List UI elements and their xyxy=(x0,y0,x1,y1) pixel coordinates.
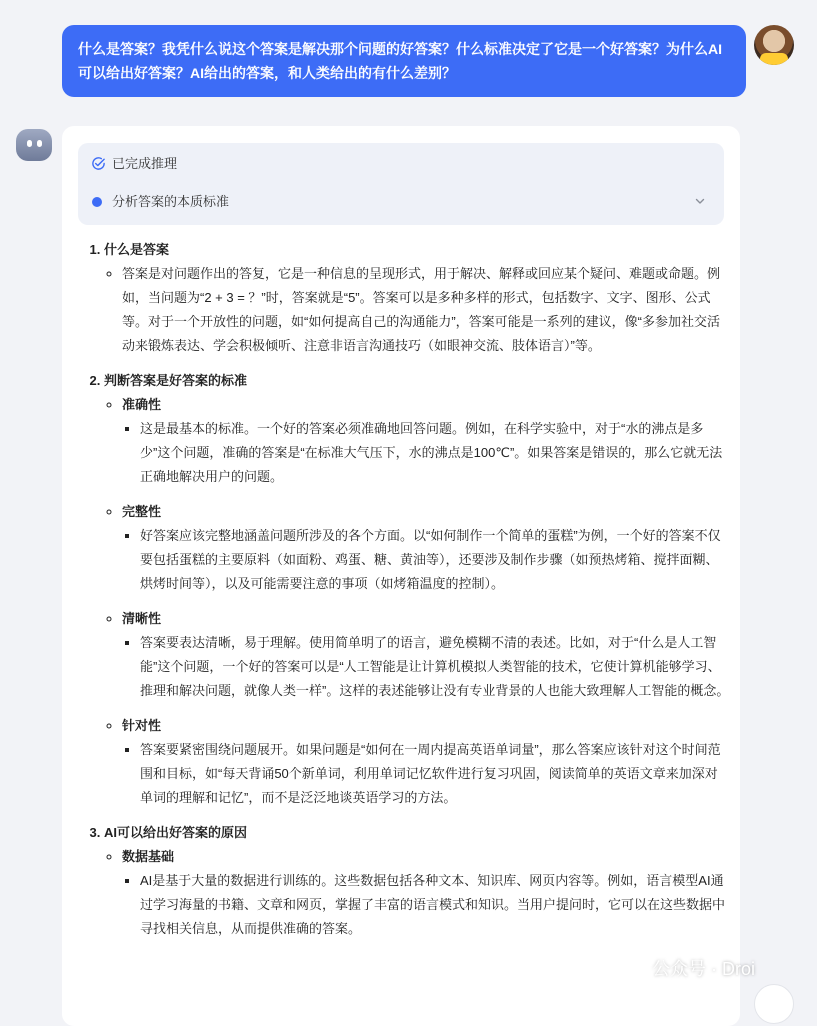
step-check-icon xyxy=(92,197,102,207)
scroll-button[interactable] xyxy=(754,984,794,1024)
criterion-name: 准确性 xyxy=(122,397,162,412)
criterion-text: ▪ 好答案应该完整地涵盖问题所涉及的各个方面。以“如何制作一个简单的蛋糕”为例，一个好的答案不仅要包括蛋糕的主要原料（如面粉、鸡蛋、糖、黄油等），还要涉及制作步骤（如预热烤箱、搅拌面糊、烘烤时间等），以及可能需要注意的事项（如烤箱温度的控制）。 xyxy=(140,524,730,596)
criterion-name: 数据基础 xyxy=(122,849,175,864)
criterion-text: ▪ AI是基于大量的数据进行训练的。这些数据包括各种文本、知识库、网页内容等。例如，语言模型AI通过学习海量的书籍、文章和网页，掌握了丰富的语言模式和知识。当用户提问时，它可以在这些数据中寻找相关信息，从而提供准确的答案。 xyxy=(140,869,730,941)
criterion-item xyxy=(122,845,730,941)
reasoning-panel[interactable] xyxy=(78,143,724,225)
criterion-item xyxy=(122,714,730,810)
criterion-text: ▪ 答案要紧密围绕问题展开。如果问题是“如何在一周内提高英语单词量”，那么答案应该针对这个时间范围和目标，如“每天背诵50个新单词，利用单词记忆软件进行复习巩固，阅读简单的英语文章来加深对单词的理解和记忆”，而不是泛泛地谈英语学习的方法。 xyxy=(140,738,730,810)
bot-eye-left xyxy=(27,140,32,147)
reasoning-step-label: 分析答案的本质标准 xyxy=(112,194,230,209)
answer-card xyxy=(62,126,740,1026)
section-title: 判断答案是好答案的标准 xyxy=(104,373,248,388)
criterion-name: 针对性 xyxy=(122,718,162,733)
reasoning-status xyxy=(91,155,177,173)
wechat-icon xyxy=(624,959,646,977)
bot-eye-right xyxy=(37,140,42,147)
section-title: AI可以给出好答案的原因 xyxy=(104,825,248,840)
section-title: 什么是答案 xyxy=(104,242,170,257)
watermark-text: 公众号 · Droi xyxy=(652,959,755,979)
criterion-name: 清晰性 xyxy=(122,611,162,626)
criterion-text: ▪ 这是最基本的标准。一个好的答案必须准确地回答问题。例如，在科学实验中，对于“水的沸点是多少”这个问题，准确的答案是“在标准大气压下，水的沸点是100℃”。如果答案是错误的，那么它就无法正确地解决用户的问题。 xyxy=(140,417,730,489)
reasoning-status-label: 已完成推理 xyxy=(112,156,178,171)
criterion-item xyxy=(122,500,730,596)
chevron-down-icon[interactable] xyxy=(694,195,706,207)
user-message-text: 什么是答案？我凭什么说这个答案是解决那个问题的好答案？什么标准决定了它是一个好答案？为什么AI可以给出好答案？AI给出的答案，和人类给出的有什么差别？ xyxy=(78,41,722,81)
criterion-text: ▪ 答案要表达清晰，易于理解。使用简单明了的语言，避免模糊不清的表述。比如，对于“什么是人工智能”这个问题，一个好的答案可以是“人工智能是让计算机模拟人类智能的技术，它使计算机能够学习、推理和解决问题，就像人类一样”。这样的表述能够让没有专业背景的人也能大致理解人工智能的概念。 xyxy=(140,631,730,703)
criterion-item xyxy=(122,607,730,703)
criterion-item xyxy=(122,393,730,489)
watermark xyxy=(624,955,755,981)
section-paragraph: ◦ 答案是对问题作出的答复，它是一种信息的呈现形式，用于解决、解释或回应某个疑问、难题或命题。例如，当问题为“2 + 3 = ？”时，答案就是“5”。答案可以是多种多样的形式，包括数字、文字、图形、公式等。对于一个开放性的问题，如“如何提高自己的沟通能力”，答案可能是一系列的建议，像“多参加社交活动来锻炼表达、学会积极倾听、注意非语言沟通技巧（如眼神交流、肢体语言）”等。 xyxy=(122,262,730,358)
criterion-name: 完整性 xyxy=(122,504,162,519)
section-what-is-answer xyxy=(104,238,730,358)
section-why-ai-good xyxy=(104,821,730,941)
user-message-bubble xyxy=(62,25,746,97)
reasoning-step xyxy=(92,193,229,211)
answer-content xyxy=(90,238,730,952)
check-circle-icon xyxy=(91,156,106,171)
user-avatar[interactable] xyxy=(754,25,794,65)
bot-avatar xyxy=(16,129,52,161)
section-good-answer-criteria xyxy=(104,369,730,810)
